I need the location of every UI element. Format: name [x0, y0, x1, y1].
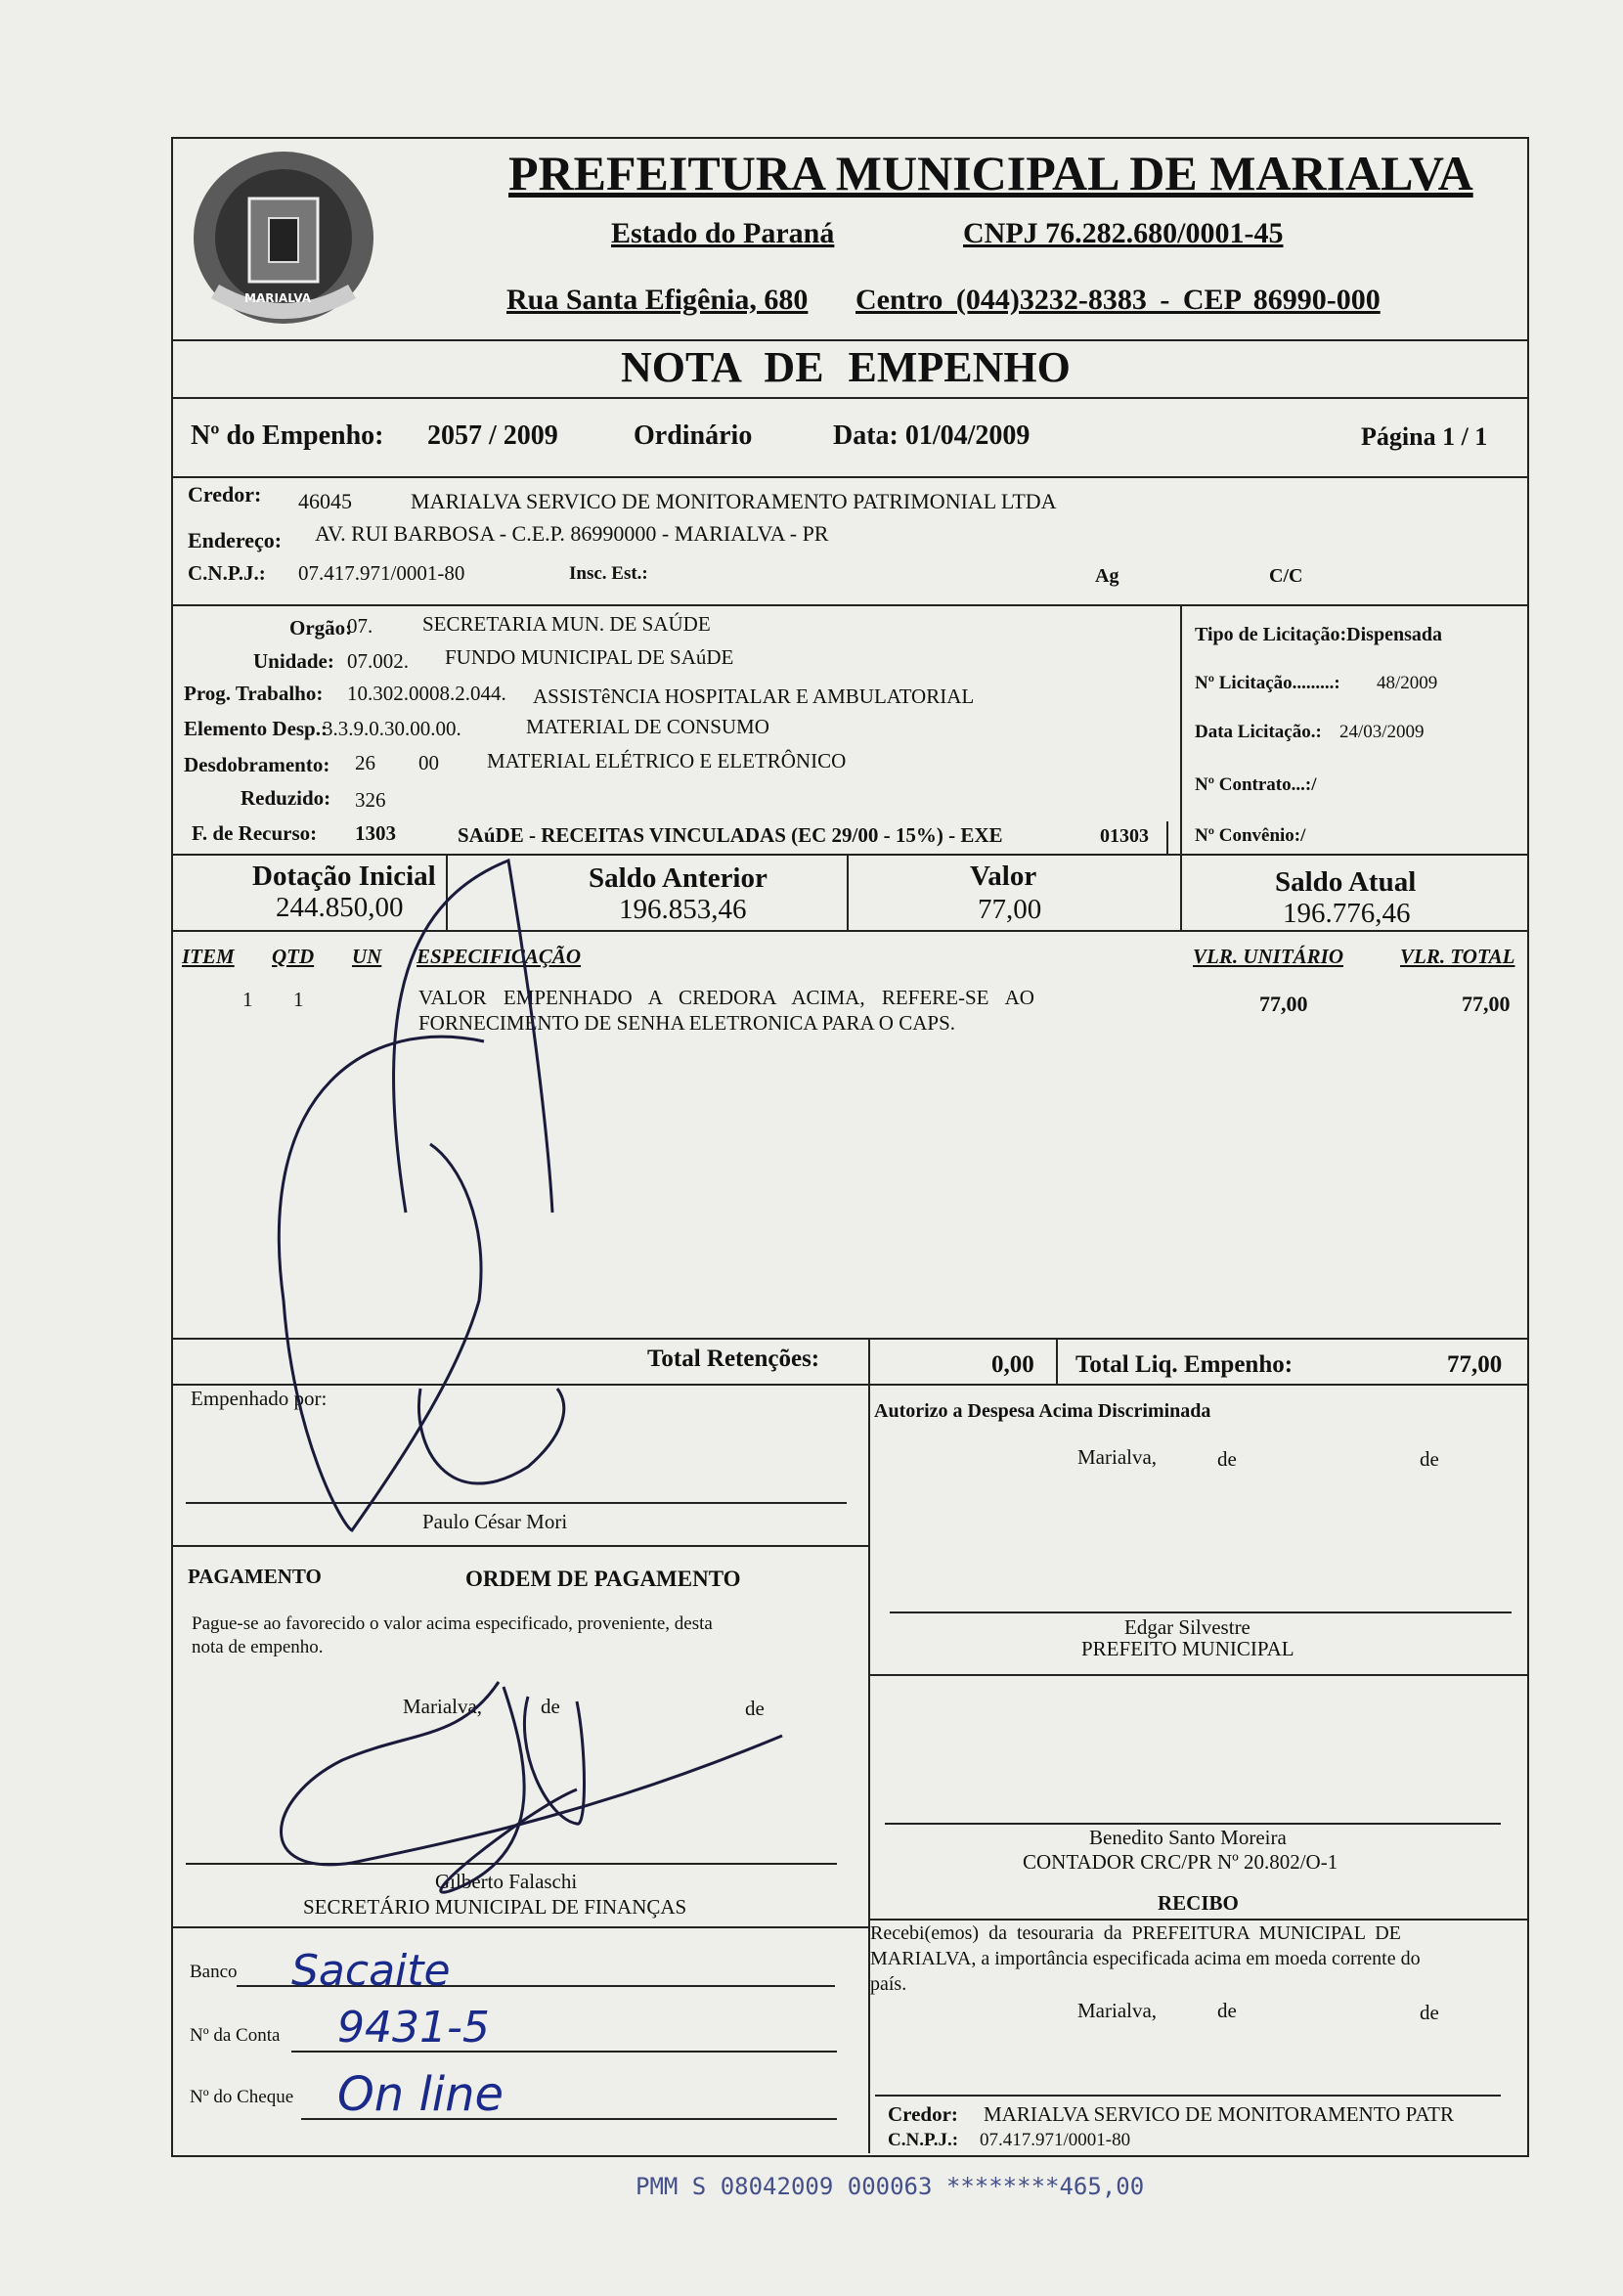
conta-handwritten: 9431-5	[337, 2003, 490, 2053]
elemento-name: MATERIAL DE CONSUMO	[526, 715, 769, 738]
col-vlr-unitario: VLR. UNITÁRIO	[1193, 945, 1344, 968]
reduzido-code: 326	[355, 788, 386, 812]
empenho-num-label: Nº do Empenho:	[191, 420, 384, 451]
cheque-label: Nº do Cheque	[190, 2087, 294, 2107]
pagamento-de-2: de	[745, 1697, 765, 1720]
insc-est-label: Insc. Est.:	[569, 563, 648, 584]
cnpj-label: CNPJ 76.282.680/0001-45	[963, 217, 1284, 249]
empenhado-label: Empenhado por:	[191, 1387, 328, 1410]
prog-label: Prog. Trabalho:	[184, 682, 324, 705]
licitacao-num-label: Nº Licitação.........:	[1195, 673, 1340, 693]
autorizo-de-1: de	[1217, 1447, 1237, 1471]
saldo-atual-label: Saldo Atual	[1275, 866, 1417, 898]
total-retencoes-value: 0,00	[991, 1351, 1034, 1378]
recurso-name: SAúDE - RECEITAS VINCULADAS (EC 29/00 - 15%) - EXE	[458, 823, 1003, 847]
recibo-label: RECIBO	[1158, 1891, 1239, 1915]
total-retencoes-label: Total Retenções:	[647, 1346, 820, 1372]
prog-code: 10.302.0008.2.044.	[347, 682, 506, 705]
cc-label: C/C	[1269, 565, 1303, 587]
col-un: UN	[352, 945, 382, 968]
cheque-handwritten: On line	[337, 2067, 504, 2122]
licitacao-data: 24/03/2009	[1339, 722, 1425, 742]
financas-name: Gilberto Falaschi	[435, 1870, 578, 1893]
unidade-code: 07.002.	[347, 649, 409, 673]
prefeito-name: Edgar Silvestre	[1124, 1615, 1250, 1639]
credor-name: MARIALVA SERVICO DE MONITORAMENTO PATRIMONIAL LTDA	[411, 489, 1057, 513]
conta-label: Nº da Conta	[190, 2025, 281, 2046]
recibo-city: Marialva,	[1077, 1999, 1158, 2022]
recibo-de-2: de	[1420, 2001, 1439, 2024]
desdobramento-code2: 00	[418, 751, 439, 774]
pagamento-text-2: nota de empenho.	[192, 1637, 324, 1657]
saldo-anterior-label: Saldo Anterior	[589, 862, 768, 894]
pagamento-label: PAGAMENTO	[188, 1565, 322, 1588]
prefeito-role: PREFEITO MUNICIPAL	[1081, 1637, 1294, 1660]
banco-label: Banco	[190, 1962, 238, 1982]
desdobramento-code: 26	[355, 751, 375, 774]
credor-cnpj: 07.417.971/0001-80	[298, 561, 465, 585]
reduzido-label: Reduzido:	[241, 786, 331, 810]
recurso-code2: 01303	[1100, 825, 1149, 847]
orgao-name: SECRETARIA MUN. DE SAÚDE	[422, 612, 711, 636]
col-qtd: QTD	[272, 945, 315, 968]
tipo-licitacao: Tipo de Licitação:Dispensada	[1195, 624, 1442, 645]
page-number: Página 1 / 1	[1361, 422, 1488, 451]
recibo-cnpj: 07.417.971/0001-80	[980, 2130, 1131, 2150]
item-spec-line2: FORNECIMENTO DE SENHA ELETRONICA PARA O CAPS.	[418, 1011, 955, 1035]
orgao-code: 07.	[347, 614, 373, 638]
financas-role: SECRETÁRIO MUNICIPAL DE FINANÇAS	[303, 1895, 687, 1919]
ordem-pagamento-label: ORDEM DE PAGAMENTO	[465, 1567, 741, 1591]
col-item: ITEM	[182, 945, 235, 968]
credor-code: 46045	[298, 489, 352, 513]
recibo-credor-label: Credor:	[888, 2102, 958, 2126]
autorizo-de-2: de	[1420, 1447, 1439, 1471]
empenho-num: 2057 / 2009	[427, 420, 558, 451]
licitacao-data-label: Data Licitação.:	[1195, 722, 1322, 742]
empenho-date: Data: 01/04/2009	[833, 420, 1031, 451]
banco-handwritten: Sacaite	[291, 1946, 451, 1996]
dotacao-label: Dotação Inicial	[252, 861, 436, 892]
address-label: Rua Santa Efigênia, 680	[506, 284, 809, 316]
saldo-anterior-value: 196.853,46	[619, 894, 747, 925]
recibo-text-1: Recebi(emos) da tesouraria da PREFEITURA MUNICIPAL DE	[870, 1922, 1401, 1944]
elemento-label: Elemento Desp.:	[184, 717, 328, 740]
empenho-type: Ordinário	[634, 420, 753, 451]
desdobramento-label: Desdobramento:	[184, 753, 330, 776]
credor-cnpj-label: C.N.P.J.:	[188, 561, 266, 585]
item-qtd: 1	[293, 988, 304, 1011]
col-especificacao: ESPECIFICAÇÃO	[417, 945, 582, 968]
dotacao-value: 244.850,00	[276, 892, 404, 923]
unidade-name: FUNDO MUNICIPAL DE SAúDE	[445, 645, 734, 669]
contrato-label: Nº Contrato...:/	[1195, 774, 1317, 795]
recibo-de-1: de	[1217, 1999, 1237, 2022]
pagamento-de-1: de	[541, 1695, 560, 1718]
recibo-credor-name: MARIALVA SERVICO DE MONITORAMENTO PATR	[984, 2102, 1455, 2126]
item-total-value: 77,00	[1462, 992, 1511, 1016]
item-spec-line1: VALOR EMPENHADO A CREDORA ACIMA, REFERE-SE AO	[418, 986, 1034, 1009]
convenio-label: Nº Convênio:/	[1195, 825, 1306, 846]
prog-name: ASSISTêNCIA HOSPITALAR E AMBULATORIAL	[533, 684, 975, 708]
print-stamp: PMM S 08042009 000063 ********465,00	[636, 2173, 1145, 2200]
state-label: Estado do Paraná	[611, 217, 835, 249]
page-title: PREFEITURA MUNICIPAL DE MARIALVA	[508, 146, 1473, 200]
autorizo-city: Marialva,	[1077, 1445, 1158, 1469]
contador-name: Benedito Santo Moreira	[1089, 1826, 1287, 1849]
seal-text: MARIALVA	[244, 291, 311, 305]
recurso-label: F. de Recurso:	[192, 821, 318, 845]
item-number: 1	[242, 988, 253, 1011]
recibo-text-2: MARIALVA, a importância especificada acima em moeda corrente do	[870, 1948, 1421, 1969]
total-liq-value: 77,00	[1447, 1351, 1503, 1378]
recibo-cnpj-label: C.N.P.J.:	[888, 2130, 959, 2150]
saldo-atual-value: 196.776,46	[1283, 898, 1411, 929]
autorizo-label: Autorizo a Despesa Acima Discriminada	[874, 1400, 1211, 1422]
credor-address: AV. RUI BARBOSA - C.E.P. 86990000 - MARIALVA - PR	[315, 521, 829, 546]
doc-title: NOTA DE EMPENHO	[621, 343, 1071, 391]
empenhado-name: Paulo César Mori	[422, 1510, 568, 1533]
contador-role: CONTADOR CRC/PR Nº 20.802/O-1	[1023, 1850, 1338, 1874]
valor-value: 77,00	[978, 894, 1042, 925]
pagamento-text-1: Pague-se ao favorecido o valor acima especificado, proveniente, desta	[192, 1613, 713, 1634]
recurso-code: 1303	[355, 821, 396, 845]
pagamento-city: Marialva,	[403, 1695, 483, 1718]
total-liq-label: Total Liq. Empenho:	[1075, 1351, 1294, 1378]
licitacao-num: 48/2009	[1377, 673, 1438, 693]
unidade-label: Unidade:	[253, 649, 334, 673]
elemento-code: 3.3.9.0.30.00.00.	[323, 717, 461, 740]
item-unit-value: 77,00	[1259, 992, 1308, 1016]
orgao-label: Orgão:	[289, 616, 353, 640]
credor-label: Credor:	[188, 482, 262, 507]
address-field-label: Endereço:	[188, 528, 283, 552]
ag-label: Ag	[1095, 565, 1119, 587]
district-phone-cep: Centro (044)3232-8383 - CEP 86990-000	[855, 284, 1381, 316]
desdobramento-name: MATERIAL ELÉTRICO E ELETRÔNICO	[487, 749, 847, 773]
col-vlr-total: VLR. TOTAL	[1400, 945, 1515, 968]
recibo-text-3: país.	[870, 1973, 907, 1995]
valor-label: Valor	[970, 861, 1037, 892]
